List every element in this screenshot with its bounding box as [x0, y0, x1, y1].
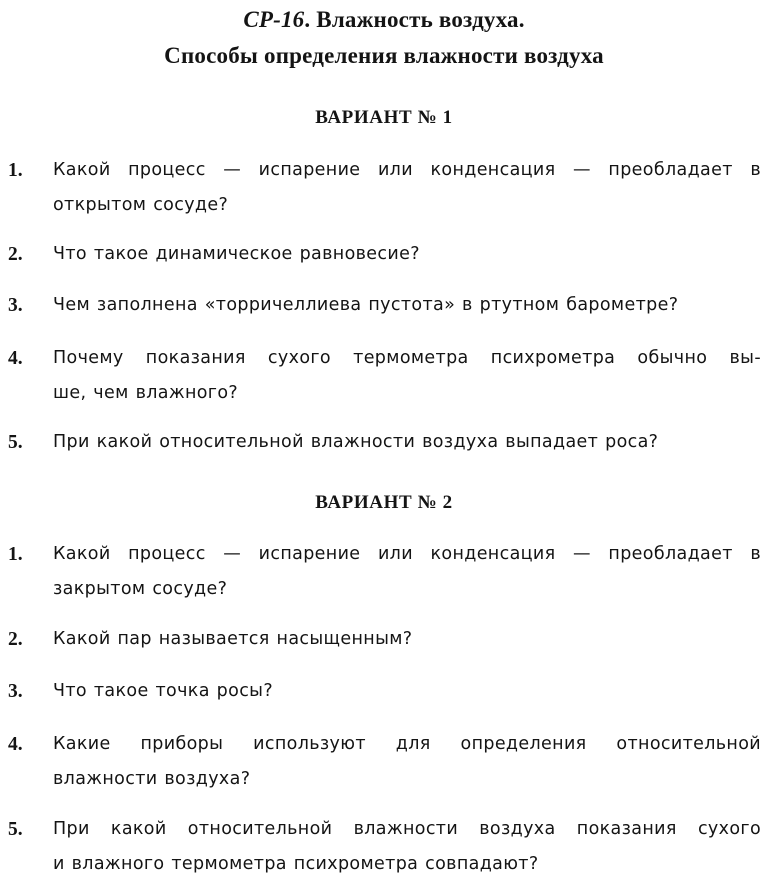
variant-2-heading: ВАРИАНТ № 2 — [315, 492, 453, 513]
question-number: 4. — [8, 734, 23, 755]
question-text-line1: Чем заполнена «торричеллиева пустота» в ртутном барометре? — [53, 295, 679, 315]
question-text-line2: влажности воздуха? — [53, 769, 251, 789]
question-text-line1: При какой относительной влажности воздуха выпадает роса? — [53, 432, 659, 452]
page-subtitle: Способы определения влажности воздуха — [164, 43, 604, 68]
question-number: 5. — [8, 819, 23, 840]
question-number: 5. — [8, 432, 23, 453]
question-number: 1. — [8, 544, 23, 565]
question-number: 3. — [8, 295, 23, 316]
question-text-line1: При какой относительной влажности воздуха показания сухого — [53, 819, 761, 839]
question-number: 2. — [8, 244, 23, 265]
question-number: 2. — [8, 629, 23, 650]
question-text-line1: Какой процесс — испарение или конденсация — преобладает в — [53, 544, 761, 564]
question-number: 4. — [8, 348, 23, 369]
question-text-line1: Что такое динамическое равновесие? — [53, 244, 420, 264]
question-text-line1: Какой процесс — испарение или конденсация — преобладает в — [53, 160, 761, 180]
question-text-line1: Почему показания сухого термометра психрометра обычно вы- — [53, 348, 761, 368]
title-text: . Влажность воздуха. — [304, 7, 525, 32]
question-text-line1: Какой пар называется насыщенным? — [53, 629, 413, 649]
question-text-line2: ше, чем влажного? — [53, 383, 239, 403]
question-text-line1: Что такое точка росы? — [53, 681, 273, 701]
question-number: 1. — [8, 160, 23, 181]
variant-1-heading: ВАРИАНТ № 1 — [315, 107, 453, 128]
question-text-line2: закрытом сосуде? — [53, 579, 228, 599]
question-text-line2: и влажного термометра психрометра совпадают? — [53, 854, 539, 874]
question-text-line2: открытом сосуде? — [53, 195, 229, 215]
page-title — [0, 6, 768, 34]
question-text-line1: Какие приборы используют для определения относительной — [53, 734, 761, 754]
question-number: 3. — [8, 681, 23, 702]
worksheet-code: СР-16 — [243, 7, 305, 32]
